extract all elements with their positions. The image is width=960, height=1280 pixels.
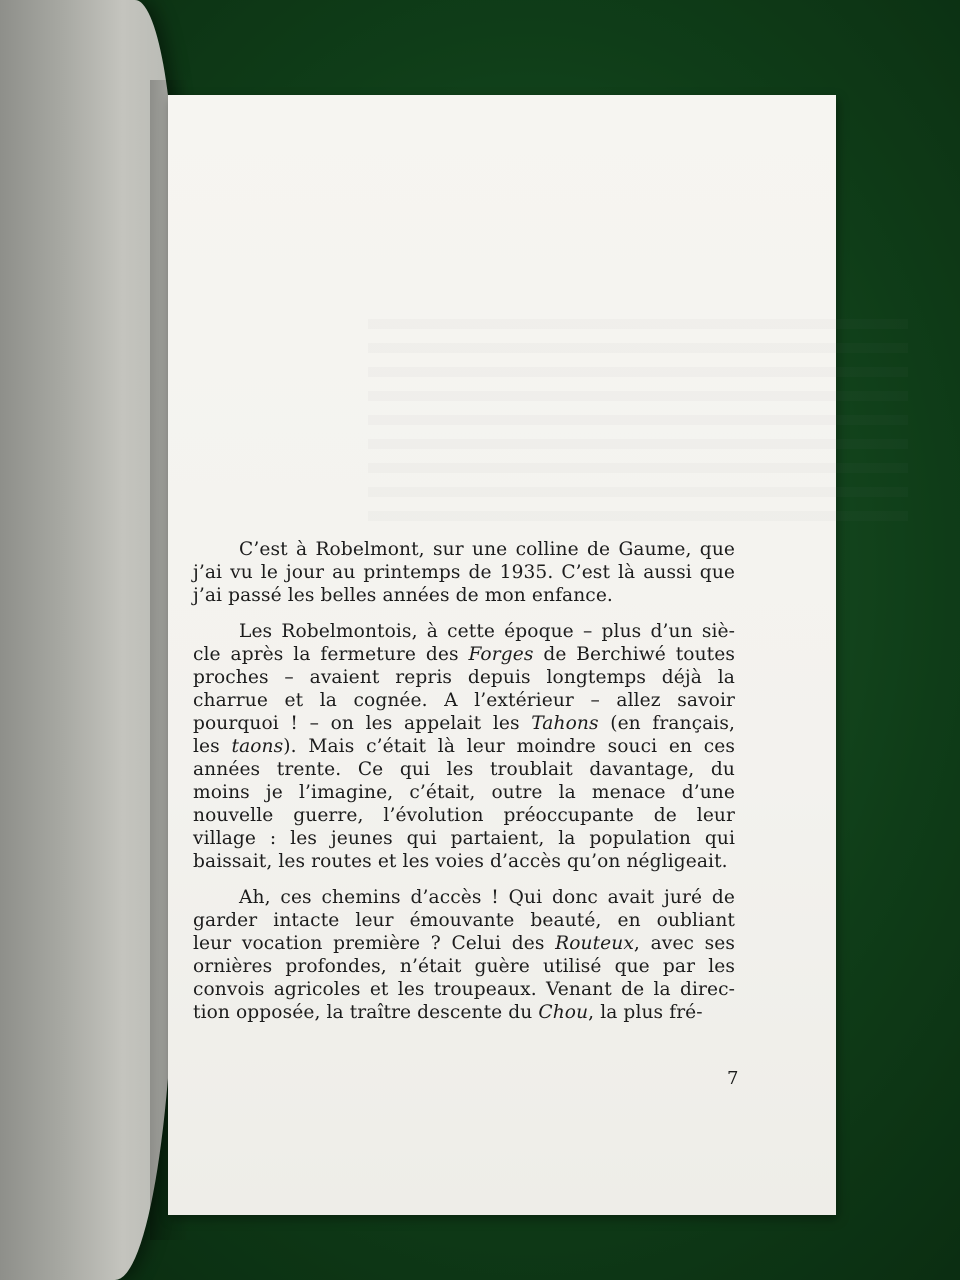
text-segment: Ah, ces chemins d’accès ! Qui donc avait juré de	[239, 887, 735, 908]
text-line	[193, 561, 735, 584]
text-line	[193, 643, 735, 666]
italic-term: Tahons	[531, 713, 599, 734]
text-segment: j’ai passé les belles années de mon enfance.	[193, 585, 613, 606]
text-line	[193, 909, 735, 932]
text-segment: charrue et la cognée. A l’extérieur – allez savoir	[193, 690, 735, 711]
text-line	[193, 781, 735, 804]
text-line	[193, 955, 735, 978]
text-segment: moins je l’imagine, c’était, outre la menace d’une	[193, 782, 735, 803]
text-line	[193, 827, 735, 850]
text-segment: ornières profondes, n’était guère utilisé que par les	[193, 956, 735, 977]
text-line	[193, 758, 735, 781]
paragraph	[193, 538, 735, 607]
italic-term: Routeux	[555, 933, 634, 954]
text-line	[193, 538, 735, 561]
text-line	[193, 886, 735, 909]
italic-term: taons	[231, 736, 284, 757]
text-segment: village : les jeunes qui partaient, la population qui	[193, 828, 735, 849]
paragraph	[193, 620, 735, 873]
text-segment: les	[193, 736, 232, 757]
text-segment: j’ai vu le jour au printemps de 1935. C’est là aussi que	[193, 562, 735, 583]
text-segment: , la plus fré-	[588, 1002, 703, 1023]
text-segment: leur vocation première ? Celui des	[193, 933, 556, 954]
text-segment: (en français,	[598, 713, 736, 734]
text-segment: cle après la fermeture des	[193, 644, 469, 665]
text-segment: ). Mais c’était là leur moindre souci en ces	[283, 736, 735, 757]
text-line	[193, 850, 735, 873]
text-line	[193, 620, 735, 643]
text-segment: , avec ses	[633, 933, 735, 954]
text-segment: baissait, les routes et les voies d’accès qu’on négligeait.	[193, 851, 728, 872]
text-segment: nouvelle guerre, l’évolution préoccupante de leur	[193, 805, 735, 826]
text-line	[193, 804, 735, 827]
text-segment: proches – avaient repris depuis longtemps déjà la	[193, 667, 735, 688]
text-segment: pourquoi ! – on les appelait les	[193, 713, 532, 734]
text-segment: de Berchiwé toutes	[533, 644, 735, 665]
page-body-text	[193, 538, 735, 1037]
text-line	[193, 735, 735, 758]
text-line	[193, 978, 735, 1001]
italic-term: Forges	[468, 644, 534, 665]
text-line	[193, 666, 735, 689]
page-number: 7	[727, 1068, 739, 1089]
text-segment: Les Robelmontois, à cette époque – plus d’un siè-	[239, 621, 735, 642]
paragraph	[193, 886, 735, 1024]
text-line	[193, 712, 735, 735]
text-segment: tion opposée, la traître descente du	[193, 1002, 539, 1023]
text-segment: années trente. Ce qui les troublait davantage, du	[193, 759, 735, 780]
text-segment: convois agricoles et les troupeaux. Venant de la direc-	[193, 979, 735, 1000]
text-line	[193, 689, 735, 712]
text-line	[193, 584, 735, 607]
text-line	[193, 932, 735, 955]
italic-term: Chou	[538, 1002, 589, 1023]
text-segment: garder intacte leur émouvante beauté, en oubliant	[193, 910, 735, 931]
left-page-edge	[0, 0, 175, 1280]
text-segment: C’est à Robelmont, sur une colline de Gaume, que	[239, 539, 735, 560]
text-line	[193, 1001, 735, 1024]
show-through-text	[368, 305, 908, 525]
